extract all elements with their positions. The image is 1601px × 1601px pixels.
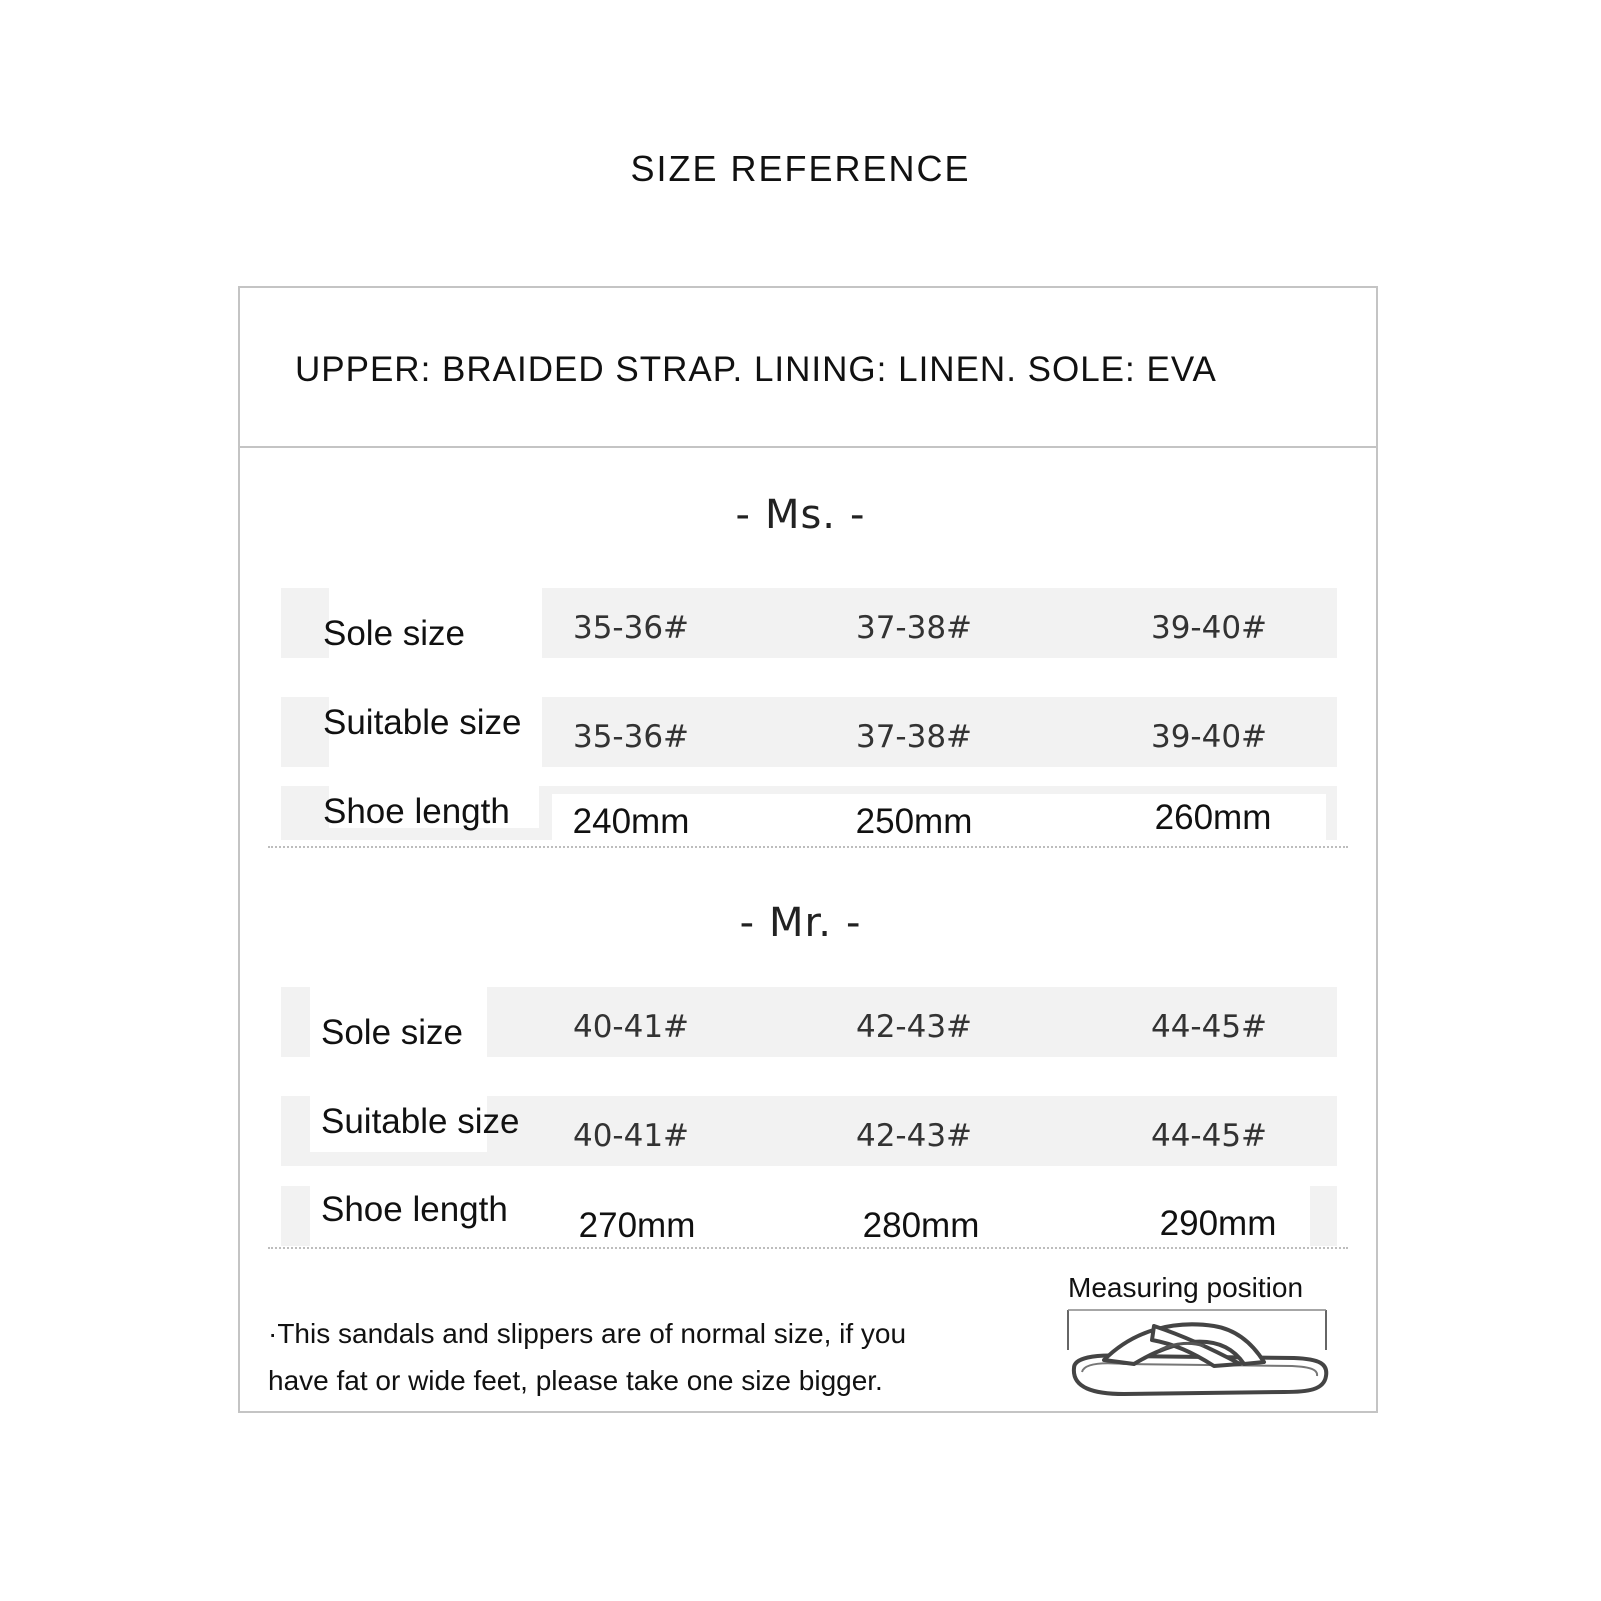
table-cell: 35-36#: [572, 610, 690, 646]
table-cell: 39-40#: [1150, 610, 1268, 646]
size-note: [268, 1310, 988, 1404]
row-label: Shoe length: [321, 1190, 508, 1229]
row-label: Sole size: [321, 1013, 464, 1052]
table-cell: 40-41#: [572, 1118, 690, 1154]
group-title-mr: - Mr. -: [739, 900, 862, 946]
table-cell: 240mm: [572, 802, 690, 841]
table-cell: 37-38#: [855, 719, 973, 755]
table-row-shoe-length-ms: [281, 786, 1337, 840]
materials-text: UPPER: BRAIDED STRAP. LINING: LINEN. SOLE: EVA: [295, 350, 1217, 389]
table-cell: 40-41#: [572, 1009, 690, 1045]
table-row-suitable-size-mr: [281, 1096, 1337, 1166]
table-row-sole-size-mr: [281, 987, 1337, 1057]
section-divider: [268, 846, 1348, 848]
table-cell: 42-43#: [855, 1118, 973, 1154]
table-cell: 270mm: [578, 1206, 696, 1245]
table-cell: 39-40#: [1150, 719, 1268, 755]
table-cell: 44-45#: [1150, 1009, 1268, 1045]
measuring-position-label: Measuring position: [1068, 1272, 1304, 1303]
table-row-suitable-size-ms: [281, 697, 1337, 767]
table-cell: 42-43#: [855, 1009, 973, 1045]
table-cell: 250mm: [855, 802, 973, 841]
table-cell: 260mm: [1154, 798, 1272, 837]
group-title-text: Ms.: [764, 492, 837, 538]
section-divider: [268, 1247, 1348, 1249]
row-label: Suitable size: [323, 703, 522, 742]
page-title: SIZE REFERENCE: [630, 148, 971, 189]
slide-sandal-icon: [1064, 1306, 1330, 1402]
table-cell: 44-45#: [1150, 1118, 1268, 1154]
row-label: Suitable size: [321, 1102, 520, 1141]
table-cell: 290mm: [1159, 1204, 1277, 1243]
table-cell: 280mm: [862, 1206, 980, 1245]
group-title-text: Mr.: [769, 900, 832, 946]
table-row-sole-size-ms: [281, 588, 1337, 658]
row-label: Shoe length: [323, 792, 510, 831]
table-row-shoe-length-mr: [281, 1186, 1337, 1246]
group-title-ms: - Ms. -: [735, 492, 866, 538]
row-label: Sole size: [323, 614, 466, 653]
header-divider: [238, 446, 1378, 448]
table-cell: 35-36#: [572, 719, 690, 755]
size-note-line: have fat or wide feet, please take one size bigger.: [268, 1365, 883, 1396]
table-cell: 37-38#: [855, 610, 973, 646]
size-note-line: ·This sandals and slippers are of normal size, if you: [268, 1318, 907, 1349]
